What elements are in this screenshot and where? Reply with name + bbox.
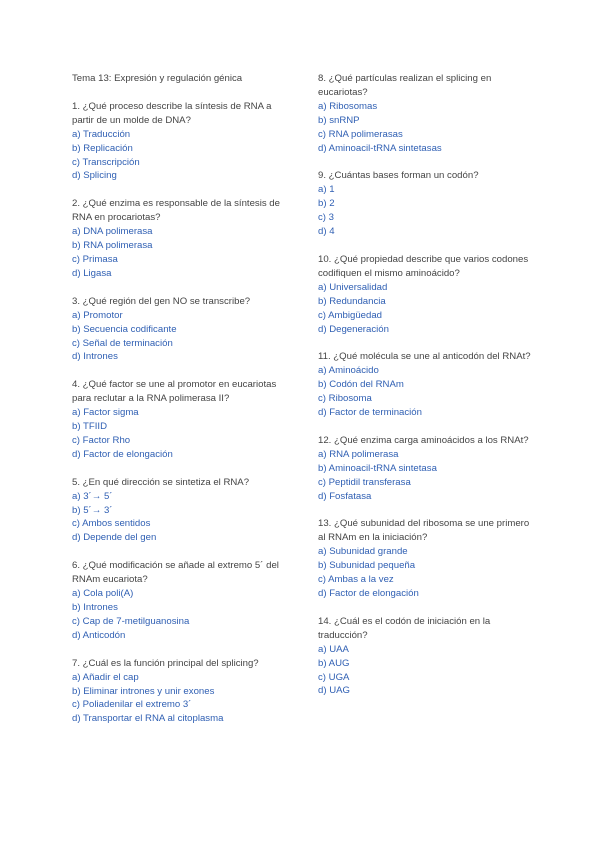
answer-option: a) Aminoácido [318,365,379,377]
question-block [72,559,292,642]
answer-option: a) 3´→ 5´ [72,490,113,502]
question-text: 3. ¿Qué región del gen NO se transcribe? [72,295,251,307]
answer-option: c) Poliadenilar el extremo 3´ [72,699,192,711]
answer-option: a) Ribosomas [318,100,378,112]
answer-option: c) Ambos sentidos [72,518,151,530]
question-text: 13. ¿Qué subunidad del ribosoma se une primero al RNAm en la iniciación? [318,518,530,544]
question-text: 7. ¿Cuál es la función principal del splicing? [72,657,259,669]
answer-option: a) Cola poli(A) [72,588,134,600]
left-question-list [72,100,292,726]
answer-option: c) 3 [318,212,334,224]
answer-option: b) AUG [318,657,350,669]
answer-option: c) Ambas a la vez [318,574,394,586]
answer-option: d) Intrones [72,351,118,363]
answer-option: d) Factor de terminación [318,407,422,419]
question-text: 8. ¿Qué partículas realizan el splicing en eucariotas? [318,73,492,98]
question-text: 5. ¿En qué dirección se sintetiza el RNA? [72,476,250,488]
answer-option: b) 5´→ 3´ [72,504,113,516]
answer-option: c) Señal de terminación [72,337,173,349]
question-text: 4. ¿Qué factor se une al promotor en eucariotas para reclutar a la RNA polimerasa II? [72,379,277,405]
answer-option: d) Factor de elongación [72,448,173,460]
answer-option: a) Subunidad grande [318,546,408,558]
answer-option: c) UGA [318,671,350,683]
question-block [318,615,538,698]
answer-option: b) RNA polimerasa [72,240,153,252]
question-text: 12. ¿Qué enzima carga aminoácidos a los RNAt? [318,434,529,446]
question-block [72,295,292,365]
answer-option: d) Transportar el RNA al citoplasma [72,713,224,725]
answer-option: a) 1 [318,184,335,196]
answer-option: d) Factor de elongación [318,588,419,599]
answer-option: b) Codón del RNAm [318,379,404,391]
question-text: 9. ¿Cuántas bases forman un codón? [318,170,479,182]
answer-option: d) Ligasa [72,267,112,279]
answer-option: d) Degeneración [318,323,389,335]
question-text: 10. ¿Qué propiedad describe que varios codones codifiquen el mismo aminoácido? [318,253,529,279]
document-title: Tema 13: Expresión y regulación génica [72,73,243,84]
answer-option: b) Eliminar intrones y unir exones [72,685,215,697]
answer-option: b) TFIID [72,421,108,433]
answer-option: b) 2 [318,198,335,210]
right-column [318,72,538,712]
question-block [72,476,292,546]
answer-option: d) 4 [318,226,335,238]
question-block [318,169,538,239]
answer-option: c) Factor Rho [72,434,131,446]
question-text: 6. ¿Qué modificación se añade al extremo 5´ del RNAm eucariota? [72,560,279,586]
answer-option: b) Subunidad pequeña [318,560,416,572]
answer-option: a) DNA polimerasa [72,226,153,238]
question-block [318,350,538,420]
question-text: 11. ¿Qué molécula se une al anticodón del RNAt? [318,351,531,363]
answer-option: d) Anticodón [72,629,126,641]
answer-option: b) Intrones [72,602,118,613]
answer-option: d) Aminoacil-tRNA sintetasas [318,142,442,154]
answer-option: c) Ambigüedad [318,309,382,321]
answer-option: a) Traducción [72,128,131,140]
question-block [72,657,292,727]
right-question-list [318,72,538,698]
answer-option: d) UAG [318,685,350,697]
answer-option: c) Cap de 7-metilguanosina [72,615,190,627]
answer-option: c) Ribosoma [318,393,372,405]
question-block [72,378,292,461]
question-block [318,72,538,155]
answer-option: c) RNA polimerasas [318,128,403,140]
answer-option: c) Transcripción [72,156,140,168]
answer-option: c) Primasa [72,253,118,265]
answer-option: d) Fosfatasa [318,490,372,502]
question-block [318,253,538,336]
question-block [318,434,538,504]
answer-option: a) Promotor [72,309,123,321]
question-text: 2. ¿Qué enzima es responsable de la síntesis de RNA en procariotas? [72,198,280,224]
question-text: 14. ¿Cuál es el codón de iniciación en la traducción? [318,615,491,641]
answer-option: c) Peptidil transferasa [318,476,411,488]
answer-option: a) RNA polimerasa [318,448,399,460]
answer-option: b) Redundancia [318,295,386,307]
answer-option: a) Universalidad [318,281,388,293]
answer-option: a) Añadir el cap [72,671,139,683]
answer-option: b) snRNP [318,114,360,126]
left-column [72,72,292,740]
question-block [72,100,292,183]
answer-option: b) Secuencia codificante [72,323,177,335]
answer-option: b) Aminoacil-tRNA sintetasa [318,462,437,474]
answer-option: d) Splicing [72,170,117,182]
question-text: 1. ¿Qué proceso describe la síntesis de RNA a partir de un molde de DNA? [72,100,272,126]
answer-option: d) Depende del gen [72,532,157,544]
question-block [72,197,292,280]
question-block [318,517,538,600]
answer-option: a) UAA [318,643,349,655]
answer-option: a) Factor sigma [72,407,139,419]
answer-option: b) Replicación [72,142,133,154]
